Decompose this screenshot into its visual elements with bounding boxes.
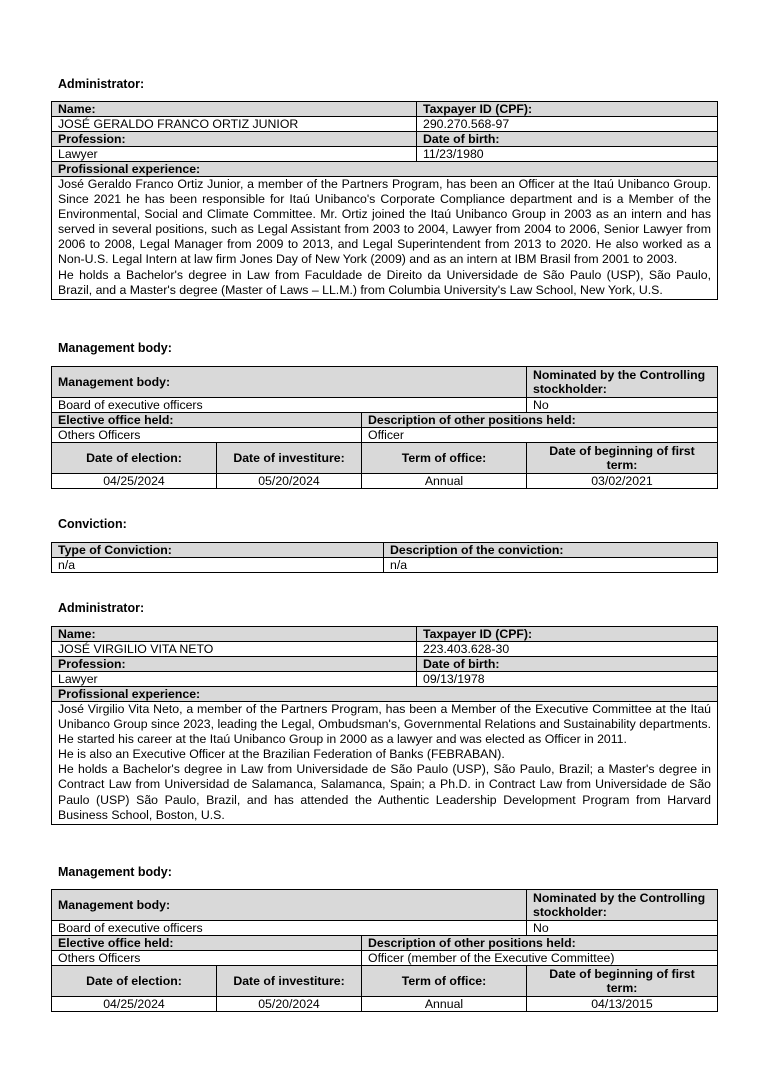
name-label: Name: — [52, 627, 417, 642]
other-positions-label: Description of other positions held: — [362, 413, 718, 428]
administrator-heading: Administrator: — [58, 77, 145, 91]
term-label: Term of office: — [362, 443, 527, 474]
nominated-value: No — [527, 921, 718, 936]
first-term-value: 04/13/2015 — [527, 997, 718, 1012]
cpf-label: Taxpayer ID (CPF): — [417, 102, 718, 117]
election-date-label: Date of election: — [52, 443, 217, 474]
elective-office-label: Elective office held: — [52, 413, 362, 428]
term-label: Term of office: — [362, 966, 527, 997]
name-value: JOSÉ GERALDO FRANCO ORTIZ JUNIOR — [52, 117, 417, 132]
investiture-date-label: Date of investiture: — [217, 443, 362, 474]
term-value: Annual — [362, 474, 527, 489]
election-date-value: 04/25/2024 — [52, 474, 217, 489]
dob-label: Date of birth: — [417, 657, 718, 672]
dob-value: 11/23/1980 — [417, 147, 718, 162]
nominated-label: Nominated by the Controlling stockholder: — [527, 367, 718, 398]
nominated-label: Nominated by the Controlling stockholder: — [527, 890, 718, 921]
profession-label: Profession: — [52, 657, 417, 672]
profession-value: Lawyer — [52, 147, 417, 162]
conviction-table — [51, 542, 718, 573]
election-date-label: Date of election: — [52, 966, 217, 997]
administrator-table — [51, 626, 718, 825]
conviction-description-label: Description of the conviction: — [384, 543, 718, 558]
profession-value: Lawyer — [52, 672, 417, 687]
management-body-heading: Management body: — [58, 341, 172, 355]
conviction-heading: Conviction: — [58, 517, 127, 531]
experience-text — [52, 702, 718, 825]
dob-value: 09/13/1978 — [417, 672, 718, 687]
management-body-label: Management body: — [52, 890, 527, 921]
management-body-heading: Management body: — [58, 865, 172, 879]
elective-office-value: Others Officers — [52, 428, 362, 443]
investiture-date-value: 05/20/2024 — [217, 997, 362, 1012]
administrator-heading: Administrator: — [58, 601, 145, 615]
management-body-table — [51, 366, 718, 489]
experience-paragraph: José Geraldo Franco Ortiz Junior, a member of the Partners Program, has been an Officer at the Itaú Unibanco Group. Since 2021 he has been responsible for Itaú Unibanco's Corporate Compliance department and is a Member of the Environmental, Social and Climate Committee. Mr. Ortiz joined the Itaú Unibanco Group in 2003 as an intern and has served in several positions, such as Legal Assistant from 2003 to 2004, Lawyer from 2004 to 2006, Senior Lawyer from 2006 to 2008, Legal Manager from 2009 to 2013, and Legal Superintendent from 2013 to 2020. He also worked as a Non-U.S. Legal Intern at law firm Jones Day of New York (2009) and as an intern at IBM Brasil from 2001 to 2003. — [58, 177, 711, 267]
name-label: Name: — [52, 102, 417, 117]
election-date-value: 04/25/2024 — [52, 997, 217, 1012]
nominated-value: No — [527, 398, 718, 413]
experience-paragraph: José Virgilio Vita Neto, a member of the Partners Program, has been a Member of the Executive Committee at the Itaú Unibanco Group since 2023, leading the Legal, Ombudsman's, Governmental Relations and Sustainability departments. He started his career at the Itaú Unibanco Group in 2000 as a lawyer and was elected as Officer in 2011. — [58, 702, 711, 747]
profession-label: Profession: — [52, 132, 417, 147]
experience-paragraph: He holds a Bachelor's degree in Law from Faculdade de Direito da Universidade de São Paulo (USP), São Paulo, Brazil, and a Master's degree (Master of Laws – LL.M.) from Columbia University's Law School, New York, U.S. — [58, 267, 711, 297]
first-term-label: Date of beginning of first term: — [527, 966, 718, 997]
experience-label: Profissional experience: — [52, 687, 718, 702]
elective-office-value: Others Officers — [52, 951, 362, 966]
experience-paragraph: He holds a Bachelor's degree in Law from Universidade de São Paulo (USP), São Paulo, Brazil; a Master's degree in Contract Law from Universidad de Salamanca, Salamanca, Spain; a Ph.D. in Contract Law from Universidade de São Paulo (USP) São Paulo, Brazil, and has attended the Authentic Leadership Development Program from Harvard Business School, Boston, U.S. — [58, 762, 711, 822]
other-positions-value: Officer (member of the Executive Committee) — [362, 951, 718, 966]
dob-label: Date of birth: — [417, 132, 718, 147]
investiture-date-label: Date of investiture: — [217, 966, 362, 997]
cpf-label: Taxpayer ID (CPF): — [417, 627, 718, 642]
management-body-value: Board of executive officers — [52, 921, 527, 936]
experience-label: Profissional experience: — [52, 162, 718, 177]
conviction-type-value: n/a — [52, 558, 384, 573]
first-term-value: 03/02/2021 — [527, 474, 718, 489]
name-value: JOSÉ VIRGILIO VITA NETO — [52, 642, 417, 657]
management-body-value: Board of executive officers — [52, 398, 527, 413]
conviction-type-label: Type of Conviction: — [52, 543, 384, 558]
other-positions-value: Officer — [362, 428, 718, 443]
experience-paragraph: He is also an Executive Officer at the Brazilian Federation of Banks (FEBRABAN). — [58, 747, 505, 762]
elective-office-label: Elective office held: — [52, 936, 362, 951]
term-value: Annual — [362, 997, 527, 1012]
management-body-table — [51, 889, 718, 1012]
experience-text — [52, 177, 718, 300]
investiture-date-value: 05/20/2024 — [217, 474, 362, 489]
cpf-value: 290.270.568-97 — [417, 117, 718, 132]
cpf-value: 223.403.628-30 — [417, 642, 718, 657]
first-term-label: Date of beginning of first term: — [527, 443, 718, 474]
administrator-table — [51, 101, 718, 300]
conviction-description-value: n/a — [384, 558, 718, 573]
management-body-label: Management body: — [52, 367, 527, 398]
other-positions-label: Description of other positions held: — [362, 936, 718, 951]
